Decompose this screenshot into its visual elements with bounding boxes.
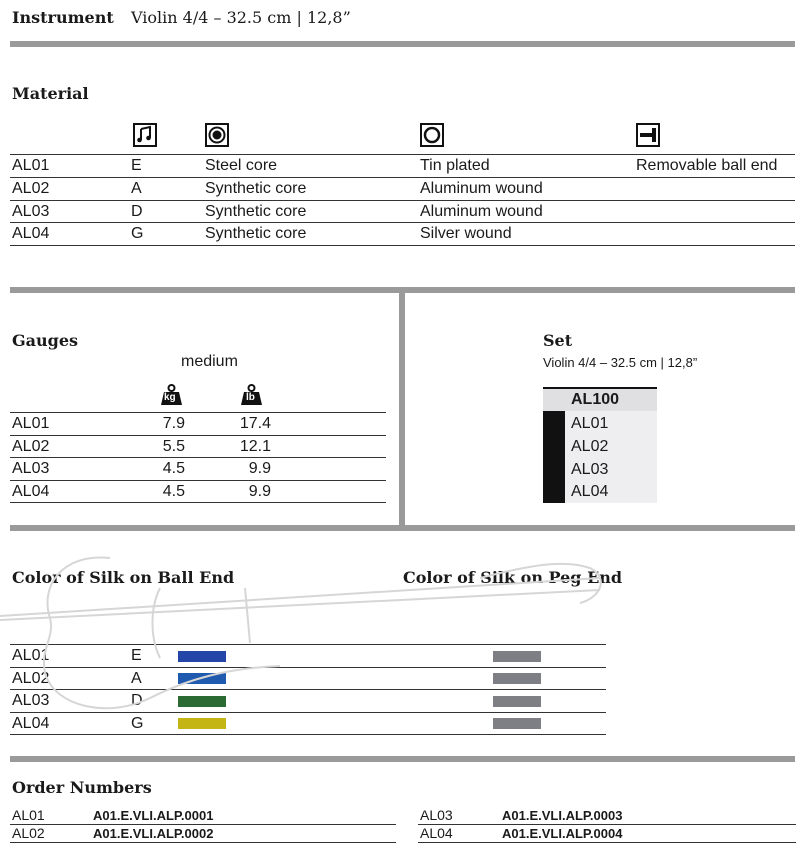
order-number: A01.E.VLI.ALP.0003 — [502, 808, 623, 823]
table-rule — [10, 435, 386, 436]
material-note: D — [131, 203, 143, 220]
violin-sketch-watermark — [0, 548, 623, 718]
ball-silk-swatch — [178, 718, 226, 729]
table-rule — [10, 734, 606, 735]
section-divider — [10, 525, 795, 531]
gauge-code: AL03 — [12, 460, 50, 477]
instrument-value: Violin 4/4 – 32.5 cm | 12,8” — [131, 8, 351, 27]
material-code: AL01 — [12, 157, 50, 174]
peg-silk-swatch — [493, 718, 541, 729]
column-divider — [399, 287, 405, 525]
gauge-code: AL04 — [12, 483, 50, 500]
gauge-lb: 9.9 — [248, 483, 271, 500]
silk-code: AL04 — [12, 715, 50, 732]
material-winding: Silver wound — [420, 225, 512, 242]
silk-note: G — [131, 715, 144, 732]
table-rule — [418, 842, 796, 843]
gauge-kg: 5.5 — [162, 438, 185, 455]
material-code: AL02 — [12, 180, 50, 197]
gauge-lb: 9.9 — [248, 460, 271, 477]
gauge-code: AL01 — [12, 415, 50, 432]
set-item: AL01 — [571, 415, 609, 432]
gauge-kg: 7.9 — [162, 415, 185, 432]
silk-peg-title: Color of Silk on Peg End — [403, 568, 623, 587]
instrument-label: Instrument — [12, 8, 114, 27]
kg-weight-icon — [160, 384, 183, 406]
orders-title: Order Numbers — [12, 778, 152, 797]
table-rule — [10, 200, 795, 201]
set-subtitle: Violin 4/4 – 32.5 cm | 12,8” — [543, 355, 698, 370]
material-core: Synthetic core — [205, 203, 307, 220]
kg-label: kg — [164, 392, 176, 403]
gauge-lb: 12.1 — [239, 438, 271, 455]
gauges-title: Gauges — [12, 331, 79, 350]
table-rule — [10, 480, 386, 481]
order-code: AL03 — [420, 807, 453, 823]
material-title: Material — [12, 84, 89, 103]
table-rule — [10, 457, 386, 458]
table-rule — [10, 245, 795, 246]
order-code: AL02 — [12, 825, 45, 841]
material-end: Removable ball end — [636, 157, 778, 174]
table-rule — [10, 842, 396, 843]
table-rule — [10, 502, 386, 503]
set-items — [565, 411, 657, 503]
gauge-lb: 17.4 — [239, 415, 271, 432]
table-rule — [10, 154, 795, 155]
material-core: Synthetic core — [205, 225, 307, 242]
order-number: A01.E.VLI.ALP.0001 — [93, 808, 214, 823]
silk-code: AL02 — [12, 670, 50, 687]
material-winding: Tin plated — [420, 157, 490, 174]
set-item: AL04 — [571, 483, 609, 500]
material-note: E — [131, 157, 142, 174]
section-divider — [10, 41, 795, 47]
material-winding: Aluminum wound — [420, 203, 543, 220]
order-code: AL04 — [420, 825, 453, 841]
material-note: A — [131, 180, 142, 197]
silk-note: A — [131, 670, 142, 687]
silk-code: AL03 — [12, 692, 50, 709]
ball-end-icon — [636, 123, 660, 147]
core-icon — [205, 123, 229, 147]
plating-icon — [420, 123, 444, 147]
table-rule — [10, 222, 795, 223]
gauge-kg: 4.5 — [162, 483, 185, 500]
material-code: AL03 — [12, 203, 50, 220]
set-name: AL100 — [543, 389, 657, 411]
order-number: A01.E.VLI.ALP.0002 — [93, 826, 214, 841]
material-code: AL04 — [12, 225, 50, 242]
order-number: A01.E.VLI.ALP.0004 — [502, 826, 623, 841]
tension-label: medium — [181, 353, 238, 370]
silk-note: E — [131, 647, 142, 664]
silk-ball-title: Color of Silk on Ball End — [12, 568, 235, 587]
table-rule — [10, 412, 386, 413]
gauge-code: AL02 — [12, 438, 50, 455]
set-marker — [543, 411, 565, 503]
gauge-kg: 4.5 — [162, 460, 185, 477]
order-code: AL01 — [12, 807, 45, 823]
set-item: AL03 — [571, 461, 609, 478]
set-item: AL02 — [571, 438, 609, 455]
material-core: Synthetic core — [205, 180, 307, 197]
lb-weight-icon — [240, 384, 263, 406]
material-note: G — [131, 225, 144, 242]
set-title: Set — [543, 331, 573, 350]
silk-code: AL01 — [12, 647, 50, 664]
table-rule — [10, 177, 795, 178]
material-core: Steel core — [205, 157, 278, 174]
section-divider — [10, 756, 795, 762]
material-winding: Aluminum wound — [420, 180, 543, 197]
lb-label: lb — [246, 392, 255, 403]
note-icon — [133, 123, 157, 147]
silk-note: D — [131, 692, 143, 709]
